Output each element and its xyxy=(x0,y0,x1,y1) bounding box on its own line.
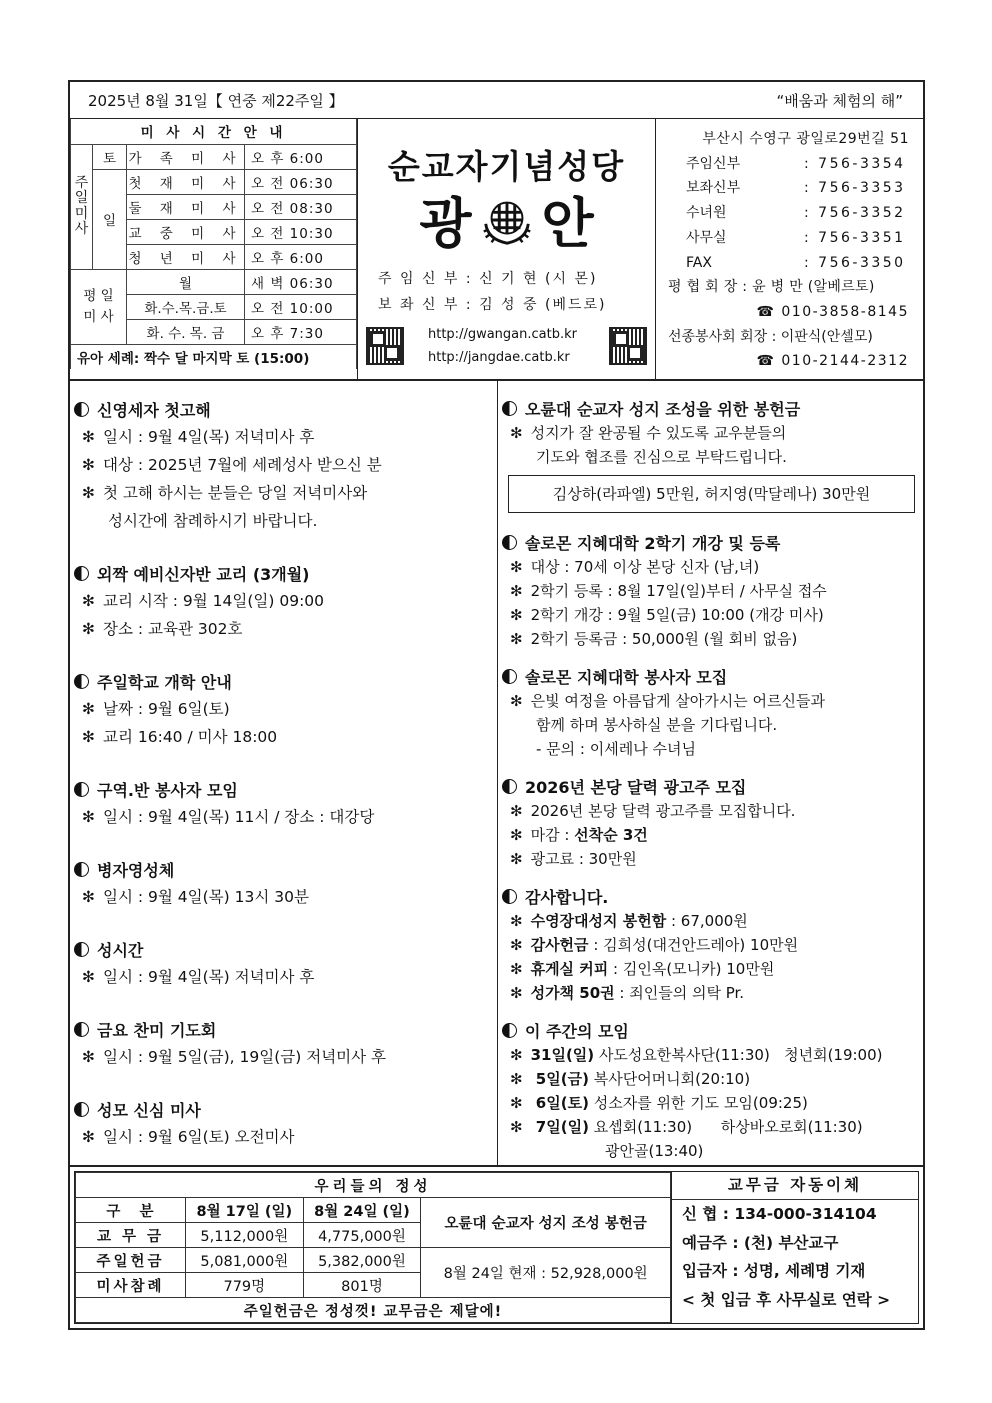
contact-label: 수녀원 xyxy=(686,205,727,222)
list-item: 함께 하며 봉사하실 분을 기다립니다. xyxy=(536,716,778,734)
mass-name: 둘 재 미 사 xyxy=(127,194,245,219)
section-title: 신영세자 첫고해 xyxy=(74,395,497,423)
column-header: 8월 24일 (일) xyxy=(303,1198,421,1223)
half-circle-bullet-icon xyxy=(74,862,89,877)
section-title: 감사합니다. xyxy=(502,883,923,909)
funeral-service-phone: ☎ 010-2144-2312 xyxy=(756,353,909,370)
mass-name: 가 족 미 사 xyxy=(127,144,245,169)
section-title: 구역.반 봉사자 모임 xyxy=(74,775,497,803)
council-president: 평 협 회 장 : 윤 병 만 (알베르토) xyxy=(668,279,875,296)
weekday-mass-day: 월 xyxy=(127,269,245,294)
mass-time: 오 전 06:30 xyxy=(245,169,357,194)
half-circle-bullet-icon xyxy=(74,674,89,689)
contact-note: < 첫 입금 후 사무실로 연락 > xyxy=(682,1290,891,1309)
list-item: ✻ 7일(일) 요셉회(11:30) 하상바오로회(11:30) xyxy=(510,1118,863,1136)
offering-slogan: 주일헌금은 정성껏! 교무금은 제달에! xyxy=(76,1298,671,1323)
half-circle-bullet-icon xyxy=(502,535,517,550)
list-item: ✻ 성지가 잘 완공될 수 있도록 교우분들의 xyxy=(510,424,787,442)
contact-number: : 756-3354 xyxy=(804,155,906,172)
contact-info xyxy=(656,119,923,379)
parish-name-first: 광 xyxy=(419,192,472,255)
contact-row xyxy=(668,201,913,226)
list-item: ✻ 교리 시작 : 9월 14일(일) 09:00 xyxy=(82,592,325,610)
list-item: ✻ 교리 16:40 / 미사 18:00 xyxy=(82,728,278,746)
list-item: ✻ 2학기 등록 : 8월 17일(일)부터 / 사무실 접수 xyxy=(510,582,827,600)
list-item: - 문의 : 이세레나 수녀님 xyxy=(536,740,696,758)
list-item: ✻ 31일(일) 사도성요한복사단(11:30) 청년회(19:00) xyxy=(510,1046,883,1064)
saturday-label: 토 xyxy=(93,144,127,169)
weekday-mass-time: 오 후 7:30 xyxy=(245,319,357,344)
contact-row xyxy=(668,152,913,177)
account-holder: 예금주 : (천) 부산교구 xyxy=(682,1233,839,1252)
offering-table xyxy=(74,1171,672,1324)
infant-baptism-note: 유아 세례: 짝수 달 마지막 토 (15:00) xyxy=(71,344,357,369)
list-item: ✻ 대상 : 2025년 7월에 세례성사 받으신 분 xyxy=(82,456,382,474)
list-item: ✻ 첫 고해 하시는 분들은 당일 저녁미사와 xyxy=(82,484,368,502)
announcements xyxy=(70,381,923,1167)
qr-code-icon[interactable] xyxy=(366,327,404,365)
weekday-mass-label: 평 일 미 사 xyxy=(71,269,127,344)
list-item: ✻ 5일(금) 복사단어머니회(20:10) xyxy=(510,1070,751,1088)
contact-label: 주임신부 xyxy=(686,155,741,172)
church-title-block xyxy=(358,119,656,379)
bulletin-date: 2025년 8월 31일【 연중 제22주일 】 xyxy=(88,91,344,110)
list-item: ✻ 날짜 : 9월 6일(토) xyxy=(82,700,230,718)
mass-time: 오 후 6:00 xyxy=(245,244,357,269)
section-title: 2026년 본당 달력 광고주 모집 xyxy=(502,773,923,799)
list-item: ✻ 일시 : 9월 6일(토) 오전미사 xyxy=(82,1128,295,1146)
weekday-mass-time: 오 전 10:00 xyxy=(245,294,357,319)
announcements-right xyxy=(498,381,923,1165)
fund-header: 오륜대 순교자 성지 조성 봉헌금 xyxy=(421,1198,671,1248)
list-item: ✻ 수영장대성지 봉헌함 : 67,000원 xyxy=(510,912,748,930)
half-circle-bullet-icon xyxy=(74,782,89,797)
half-circle-bullet-icon xyxy=(74,1022,89,1037)
section-title: 성모 신심 미사 xyxy=(74,1095,497,1123)
fund-total: 8월 24일 현재 : 52,928,000원 xyxy=(421,1248,671,1298)
half-circle-bullet-icon xyxy=(502,669,517,684)
contact-row xyxy=(668,251,913,276)
announcements-left xyxy=(70,381,498,1165)
list-item: ✻ 광고료 : 30만원 xyxy=(510,850,637,868)
contact-row xyxy=(668,176,913,201)
half-circle-bullet-icon xyxy=(502,401,517,416)
contact-row xyxy=(668,226,913,251)
table-cell: 4,775,000원 xyxy=(303,1223,421,1248)
section-title: 외짝 예비신자반 교리 (3개월) xyxy=(74,559,497,587)
mass-name: 교 중 미 사 xyxy=(127,219,245,244)
section-title: 주일학교 개학 안내 xyxy=(74,667,497,695)
address: 부산시 수영구 광일로29번길 51 xyxy=(702,131,909,147)
contact-number: : 756-3352 xyxy=(804,205,906,222)
mass-time: 오 전 08:30 xyxy=(245,194,357,219)
row-label: 미사참례 xyxy=(76,1273,186,1298)
list-item: ✻ 휴게실 커피 : 김인옥(모니카) 10만원 xyxy=(510,960,775,978)
year-motto: “배움과 체험의 해” xyxy=(776,91,903,110)
list-item: 성시간에 참례하시기 바랍니다. xyxy=(108,512,318,530)
section-title: 성시간 xyxy=(74,935,497,963)
contact-label: FAX xyxy=(686,254,712,271)
list-item: ✻ 2026년 본당 달력 광고주를 모집합니다. xyxy=(510,802,796,820)
weekday-mass-time: 새 벽 06:30 xyxy=(245,269,357,294)
mass-time: 오 후 6:00 xyxy=(245,144,357,169)
offering-title: 우리들의 정성 xyxy=(76,1173,671,1198)
contact-number: : 756-3351 xyxy=(804,229,906,246)
half-circle-bullet-icon xyxy=(74,402,89,417)
funeral-service-president: 선종봉사회 회장 : 이판식(안셀모) xyxy=(668,328,873,345)
table-cell: 801명 xyxy=(303,1273,421,1298)
list-item: ✻ 일시 : 9월 4일(목) 11시 / 장소 : 대강당 xyxy=(82,808,375,826)
column-header: 8월 17일 (일) xyxy=(186,1198,304,1223)
half-circle-bullet-icon xyxy=(502,779,517,794)
list-item: 기도와 협조를 진심으로 부탁드립니다. xyxy=(536,448,787,466)
council-phone: ☎ 010-3858-8145 xyxy=(756,303,909,320)
list-item: 광안골(13:40) xyxy=(605,1142,704,1160)
table-cell: 5,112,000원 xyxy=(186,1223,304,1248)
list-item: ✻ 2학기 등록금 : 50,000원 (월 회비 없음) xyxy=(510,630,798,648)
assistant-line: 보 좌 신 부 : 김 성 중 (베드로) xyxy=(378,297,607,313)
section-title: 솔로몬 지혜대학 2학기 개강 및 등록 xyxy=(502,529,923,555)
list-item: ✻ 일시 : 9월 5일(금), 19일(금) 저녁미사 후 xyxy=(82,1048,387,1066)
row-label: 주일헌금 xyxy=(76,1248,186,1273)
list-item: ✻ 마감 : 선착순 3건 xyxy=(510,826,648,844)
church-name: 순교자기념성당 xyxy=(387,147,626,186)
website-link[interactable]: http://gwangan.catb.kr xyxy=(428,327,577,342)
table-cell: 5,382,000원 xyxy=(303,1248,421,1273)
contact-label: 보좌신부 xyxy=(686,180,741,197)
pastor-line: 주 임 신 부 : 신 기 현 (시 몬) xyxy=(378,271,598,287)
row-label: 교 무 금 xyxy=(76,1223,186,1248)
list-item: ✻ 6일(토) 성소자를 위한 기도 모임(09:25) xyxy=(510,1094,808,1112)
list-item: ✻ 감사헌금 : 김희성(대건안드레아) 10만원 xyxy=(510,936,799,954)
bulletin xyxy=(68,80,925,1330)
section-title: 이 주간의 모임 xyxy=(502,1017,923,1043)
table-cell: 5,081,000원 xyxy=(186,1248,304,1273)
section-title: 금요 찬미 기도회 xyxy=(74,1015,497,1043)
section-title: 병자영성체 xyxy=(74,855,497,883)
list-item: ✻ 2학기 개강 : 9월 5일(금) 10:00 (개강 미사) xyxy=(510,606,824,624)
weekday-mass-day: 화.수.목.금.토 xyxy=(127,294,245,319)
table-cell: 779명 xyxy=(186,1273,304,1298)
half-circle-bullet-icon xyxy=(502,889,517,904)
parish-name-second: 안 xyxy=(541,192,594,255)
sunday-label: 일 xyxy=(93,169,127,269)
priests xyxy=(378,266,606,318)
half-circle-bullet-icon xyxy=(74,566,89,581)
half-circle-bullet-icon xyxy=(74,1102,89,1117)
qr-code-icon[interactable] xyxy=(609,327,647,365)
half-circle-bullet-icon xyxy=(74,942,89,957)
list-item: ✻ 일시 : 9월 4일(목) 저녁미사 후 xyxy=(82,968,315,986)
sunday-mass-label: 주 일 미 사 xyxy=(71,144,93,269)
section-title: 오륜대 순교자 성지 조성을 위한 봉헌금 xyxy=(502,395,923,421)
parish-name xyxy=(358,181,655,258)
list-item: ✻ 성가책 50권 : 죄인들의 의탁 Pr. xyxy=(510,984,745,1002)
section-title: 솔로몬 지혜대학 봉사자 모집 xyxy=(502,663,923,689)
half-circle-bullet-icon xyxy=(502,1023,517,1038)
list-item: ✻ 대상 : 70세 이상 본당 신자 (남,녀) xyxy=(510,558,760,576)
header xyxy=(70,119,923,381)
contact-number: : 756-3353 xyxy=(804,180,906,197)
weekday-mass-day: 화. 수. 목. 금 xyxy=(127,319,245,344)
donor-box: 김상하(라파엘) 5만원, 허지영(막달레나) 30만원 xyxy=(508,475,915,513)
mass-time: 오 전 10:30 xyxy=(245,219,357,244)
contact-number: : 756-3350 xyxy=(804,254,906,271)
mass-name: 청 년 미 사 xyxy=(127,244,245,269)
auto-transfer-box xyxy=(672,1171,919,1324)
mass-schedule-title: 미 사 시 간 안 내 xyxy=(71,119,357,144)
mass-schedule xyxy=(70,119,358,379)
top-bar xyxy=(70,82,923,119)
depositor-note: 입금자 : 성명, 세례명 기재 xyxy=(682,1262,866,1280)
list-item: ✻ 은빛 여정을 아름답게 살아가시는 어르신들과 xyxy=(510,692,825,710)
list-item: ✻ 일시 : 9월 4일(목) 13시 30분 xyxy=(82,888,309,906)
contact-label: 사무실 xyxy=(686,229,727,246)
mass-name: 첫 재 미 사 xyxy=(127,169,245,194)
catholic-emblem-icon xyxy=(478,191,536,249)
list-item: ✻ 장소 : 교육관 302호 xyxy=(82,620,243,638)
list-item: ✻ 일시 : 9월 4일(목) 저녁미사 후 xyxy=(82,428,315,446)
column-header: 구 분 xyxy=(76,1198,186,1223)
auto-transfer-title: 교무금 자동이체 xyxy=(672,1172,918,1200)
bank-account: 신 협 : 134-000-314104 xyxy=(682,1205,877,1223)
footer-section xyxy=(70,1167,923,1328)
website-link[interactable]: http://jangdae.catb.kr xyxy=(428,350,570,365)
website-links xyxy=(428,323,577,369)
